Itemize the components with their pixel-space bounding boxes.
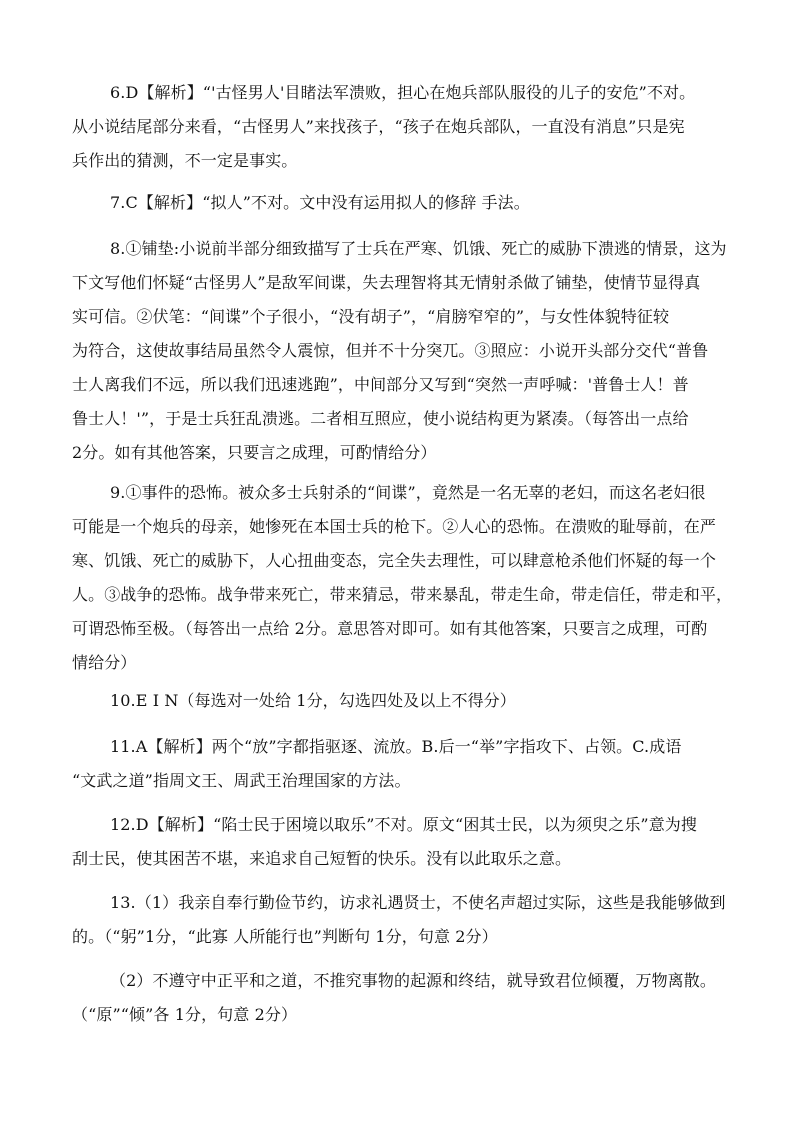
answer-10 — [72, 684, 732, 718]
answer-7 — [72, 186, 732, 220]
answer-8-line-6: 鲁士人！'”，于是士兵狂乱溃逃。二者相互照应，使小说结构更为紧凑。（每答出一点给 — [72, 409, 689, 428]
answer-8-line-2: 下文写他们怀疑“古怪男人”是敌军间谍，失去理智将其无情射杀做了铺垫，使情节显得真 — [72, 273, 701, 292]
answer-8 — [72, 232, 732, 470]
answer-6 — [72, 76, 732, 178]
answer-9-line-6: 情给分） — [72, 653, 137, 672]
answer-13-2-line-1: （2）不遵守中正平和之道，不推究事物的起源和终结，就导致君位倾覆，万物离散。 — [110, 971, 716, 990]
answer-8-line-4: 为符合，这使故事结局虽然令人震惊，但并不十分突兀。③照应：小说开头部分交代“普鲁 — [72, 341, 709, 360]
answer-8-line-7: 2分。如有其他答案，只要言之成理，可酌情给分） — [72, 443, 437, 462]
answer-8-line-5: 士人离我们不远，所以我们迅速逃跑”，中间部分又写到“突然一声呼喊：'普鲁士人！普 — [72, 375, 689, 394]
answer-8-line-3: 实可信。②伏笔：“间谍”个子很小，“没有胡子”，“肩膀窄窄的”，与女性体貌特征较 — [72, 307, 670, 326]
answer-9-line-3: 寒、饥饿、死亡的威胁下，人心扭曲变态，完全失去理性，可以肆意枪杀他们怀疑的每一个 — [72, 551, 717, 570]
answer-9 — [72, 476, 732, 680]
answer-12 — [72, 808, 732, 876]
answer-13-1-line-1: 13.（1）我亲自奉行勤俭节约，访求礼遇贤士，不使名声超过实际，这些是我能够做到 — [110, 893, 726, 912]
answer-6-line-2: 从小说结尾部分来看，“古怪男人”来找孩子，“孩子在炮兵部队，一直没有消息”只是宪 — [72, 117, 685, 136]
answer-6-line-3: 兵作出的猜测，不一定是事实。 — [72, 151, 298, 170]
answer-12-line-1: 12.D【解析】“陷士民于困境以取乐”不对。原文“困其士民，以为须臾之乐”意为搜 — [110, 815, 697, 834]
answer-9-line-5: 可谓恐怖至极。（每答出一点给 2分。意思答对即可。如有其他答案，只要言之成理，可酌 — [72, 619, 708, 638]
answer-12-line-2: 刮士民，使其困苦不堪，来追求自己短暂的快乐。没有以此取乐之意。 — [72, 849, 572, 868]
answer-9-line-1: 9.①事件的恐怖。被众多士兵射杀的“间谍”，竟然是一名无辜的老妇，而这名老妇很 — [110, 483, 706, 502]
answer-9-line-4: 人。③战争的恐怖。战争带来死亡，带来猜忌，带来暴乱，带走生命，带走信任，带走和平， — [72, 585, 733, 604]
answer-13-2-line-2: （“原”“倾”各 1分，句意 2分） — [72, 1005, 298, 1024]
answer-7-line-1: 7.C【解析】“拟人”不对。文中没有运用拟人的修辞 手法。 — [110, 193, 530, 212]
answer-9-line-2: 可能是一个炮兵的母亲，她惨死在本国士兵的枪下。②人心的恐怖。在溃败的耻辱前，在严 — [72, 517, 717, 536]
answer-13-1-line-2: 的。（“躬”1分，“此寡 人所能行也”判断句 1分，句意 2分） — [72, 927, 498, 946]
answer-11-line-2: “文武之道”指周文王、周武王治理国家的方法。 — [72, 771, 411, 790]
answer-11-line-1: 11.A【解析】两个“放”字都指驱逐、流放。B.后一“举”字指攻下、占领。C.成语 — [110, 737, 682, 756]
answer-11 — [72, 730, 732, 798]
answer-8-line-1: 8.①铺垫:小说前半部分细致描写了士兵在严寒、饥饿、死亡的威胁下溃逃的情景，这为 — [110, 239, 727, 258]
answer-13-1 — [72, 886, 732, 954]
answer-13-2 — [72, 964, 732, 1032]
answer-6-line-1: 6.D【解析】“'古怪男人'目睹法军溃败，担心在炮兵部队服役的儿子的安危”不对。 — [110, 83, 696, 102]
answer-10-line-1: 10.E I N（每选对一处给 1分，勾选四处及以上不得分） — [110, 691, 516, 710]
